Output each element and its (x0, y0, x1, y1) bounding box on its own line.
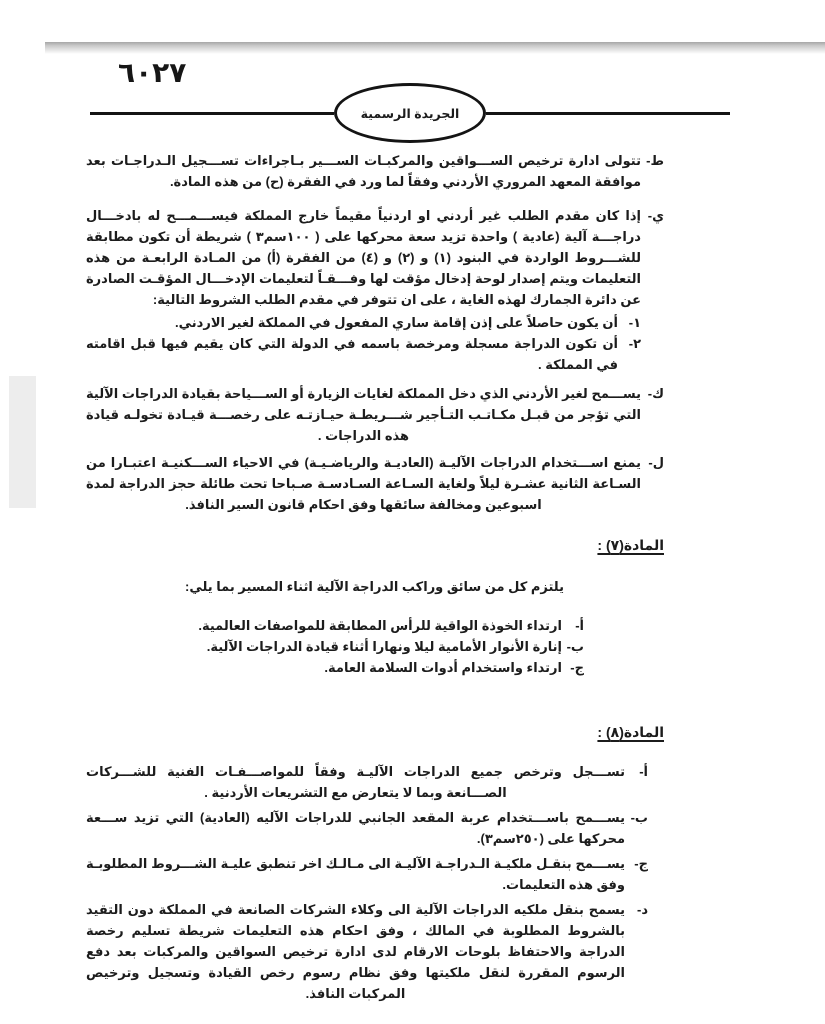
item-marker: ج- (570, 660, 584, 675)
list-item-kaf (86, 383, 664, 446)
document-body (86, 150, 664, 1004)
item-text: إنارة الأنوار الأمامية ليلا ونهارا أثناء قيادة الدراجات الآلية. (206, 639, 562, 654)
article-8-item-b (86, 807, 648, 849)
article-8-item-j (86, 853, 648, 895)
article-7-item-b (86, 636, 584, 657)
page-number: ٦٠٢٧ (118, 57, 187, 88)
article-8-heading: المادة(٨) : (597, 724, 664, 740)
item-marker: ج- (634, 856, 648, 871)
list-item-lam (86, 452, 664, 515)
item-marker: أ- (639, 764, 648, 779)
item-marker: ٢- (628, 336, 641, 351)
article-7-item-a (86, 615, 584, 636)
header-rule-right (486, 112, 730, 115)
article-7-intro: يلتزم كل من سائق وراكب الدراجة الآلية اثناء المسير بما يلي: (185, 579, 564, 594)
gazette-title: الجريدة الرسمية (360, 106, 460, 121)
item-text: تتولى ادارة ترخيص الســـواقين والمركبـات الســـير بـاجراءات تســـجيل الـدراجـات بعد موافقة المعهد المروري الأردني وفقاً لما ورد في الفقرة (ح) من هذه المادة. (86, 153, 641, 189)
item-text: يســـمح لغير الأردني الذي دخل المملكة لغايات الزيارة أو الســـياحة بقيادة الدراجات الآلية التي تؤجر من قبـل مكـاتـب التـأجير شـــريطـة حيـازتـه على رخصـــة قيـادة تخولـه قيادة هذه الدراجات . (86, 386, 641, 443)
item-marker: ك- (647, 386, 664, 401)
item-text: يســـمح بنقـل ملكيـة الـدراجـة الآليـة الى مـالـك اخر تنطبق عليـة الشـــروط المطلوبـة وفق هذه التعليمات. (86, 856, 625, 892)
item-marker: ب- (566, 639, 584, 654)
gazette-header (90, 85, 730, 141)
item-marker: ١- (628, 315, 641, 330)
item-marker: ط- (646, 153, 664, 168)
list-item-ya (86, 205, 664, 310)
sub-item-1 (86, 312, 641, 333)
item-text: يســـمح باســـتخدام عربة المقعد الجانبي للدراجات الآليه (العادية) التي تزيد ســـعة محركها على (٢٥٠سم٣). (86, 810, 625, 846)
item-text: تســـجل وترخص جميع الدراجات الآليـة وفقاً للمواصـــفـات الفنية للشـــركات الصـــانعة وبما لا يتعارض مع التشريعات الأردنية . (86, 764, 625, 800)
item-text: يسمح بنقل ملكيه الدراجات الآلية الى وكلاء الشركات الصانعة في المملكة دون التقيد بالشروط المطلوبة في المالك ، وفق احكام هذه التعليمات شريطة تسليم رخصة الدراجة والاحتفاظ بلوحات الارقام لدى ادارة ترخيص السواقين والمركبات بعد دفع الرسوم المقررة لنقل ملكيتها وفق نظام رسوم رخص القيادة وتسجيل وترخيص المركبات النافذ. (86, 902, 625, 1001)
header-rule-left (90, 112, 334, 115)
item-text: يمنع اســـتخدام الدراجات الآليـة (العاديـة والرياضـيـة) في الاحياء الســـكنيـة اعتبـارا من السـاعة الثانية عشـرة ليلاً ولغاية السـاعة السـادسـة صـباحا تحت طائلة حجز الدراجة لمدة اسبوعين ومخالفة سائقها وفق احكام قانون السير النافذ. (86, 455, 641, 512)
article-7-heading: المادة(٧) : (597, 537, 664, 553)
item-marker: ب- (630, 810, 648, 825)
item-text: أن يكون حاصلاً على إذن إقامة ساري المفعول في المملكة لغير الاردني. (175, 315, 618, 330)
list-item-ta (86, 150, 664, 192)
item-marker: ي- (647, 208, 664, 223)
item-marker: د- (636, 902, 648, 917)
item-marker: أ- (575, 618, 584, 633)
item-marker: ل- (648, 455, 664, 470)
item-text: إذا كان مقدم الطلب غير أردني او اردنياً مقيماً خارج المملكة فيســـمـــح له بادخـــال دراجـــة آلية (عادية ) واحدة تزيد سعة محركها على ( ١٠٠سم٣ ) شريطة أن تكون مطابقة للشـــروط الواردة في البنود (١) و (٢) و (٤) من الفقرة (أ) من المـادة الرابعـة من هذه التعليمات ويتم إصدار لوحة إدخال مؤقت لها وفـــقـاً لتعليمات الإدخـــال المؤقـت الصادرة عن دائرة الجمارك لهذه الغاية ، على ان تتوفر في مقدم الطلب الشروط التالية: (86, 208, 642, 307)
item-text: ارتداء الخوذة الواقية للرأس المطابقة للمواصفات العالمية. (198, 618, 562, 633)
article-7-item-j (86, 657, 584, 678)
sub-item-2 (86, 333, 641, 375)
scan-shadow-top (45, 42, 825, 54)
gazette-seal (334, 83, 486, 143)
scan-artifact-left (9, 376, 36, 508)
item-text: ارتداء واستخدام أدوات السلامة العامة. (324, 660, 562, 675)
article-8-item-d (86, 899, 648, 1004)
article-8-item-a (86, 761, 648, 803)
item-text: أن تكون الدراجة مسجلة ومرخصة باسمه في الدولة التي كان يقيم فيها قبل اقامته في المملكة . (86, 336, 618, 372)
